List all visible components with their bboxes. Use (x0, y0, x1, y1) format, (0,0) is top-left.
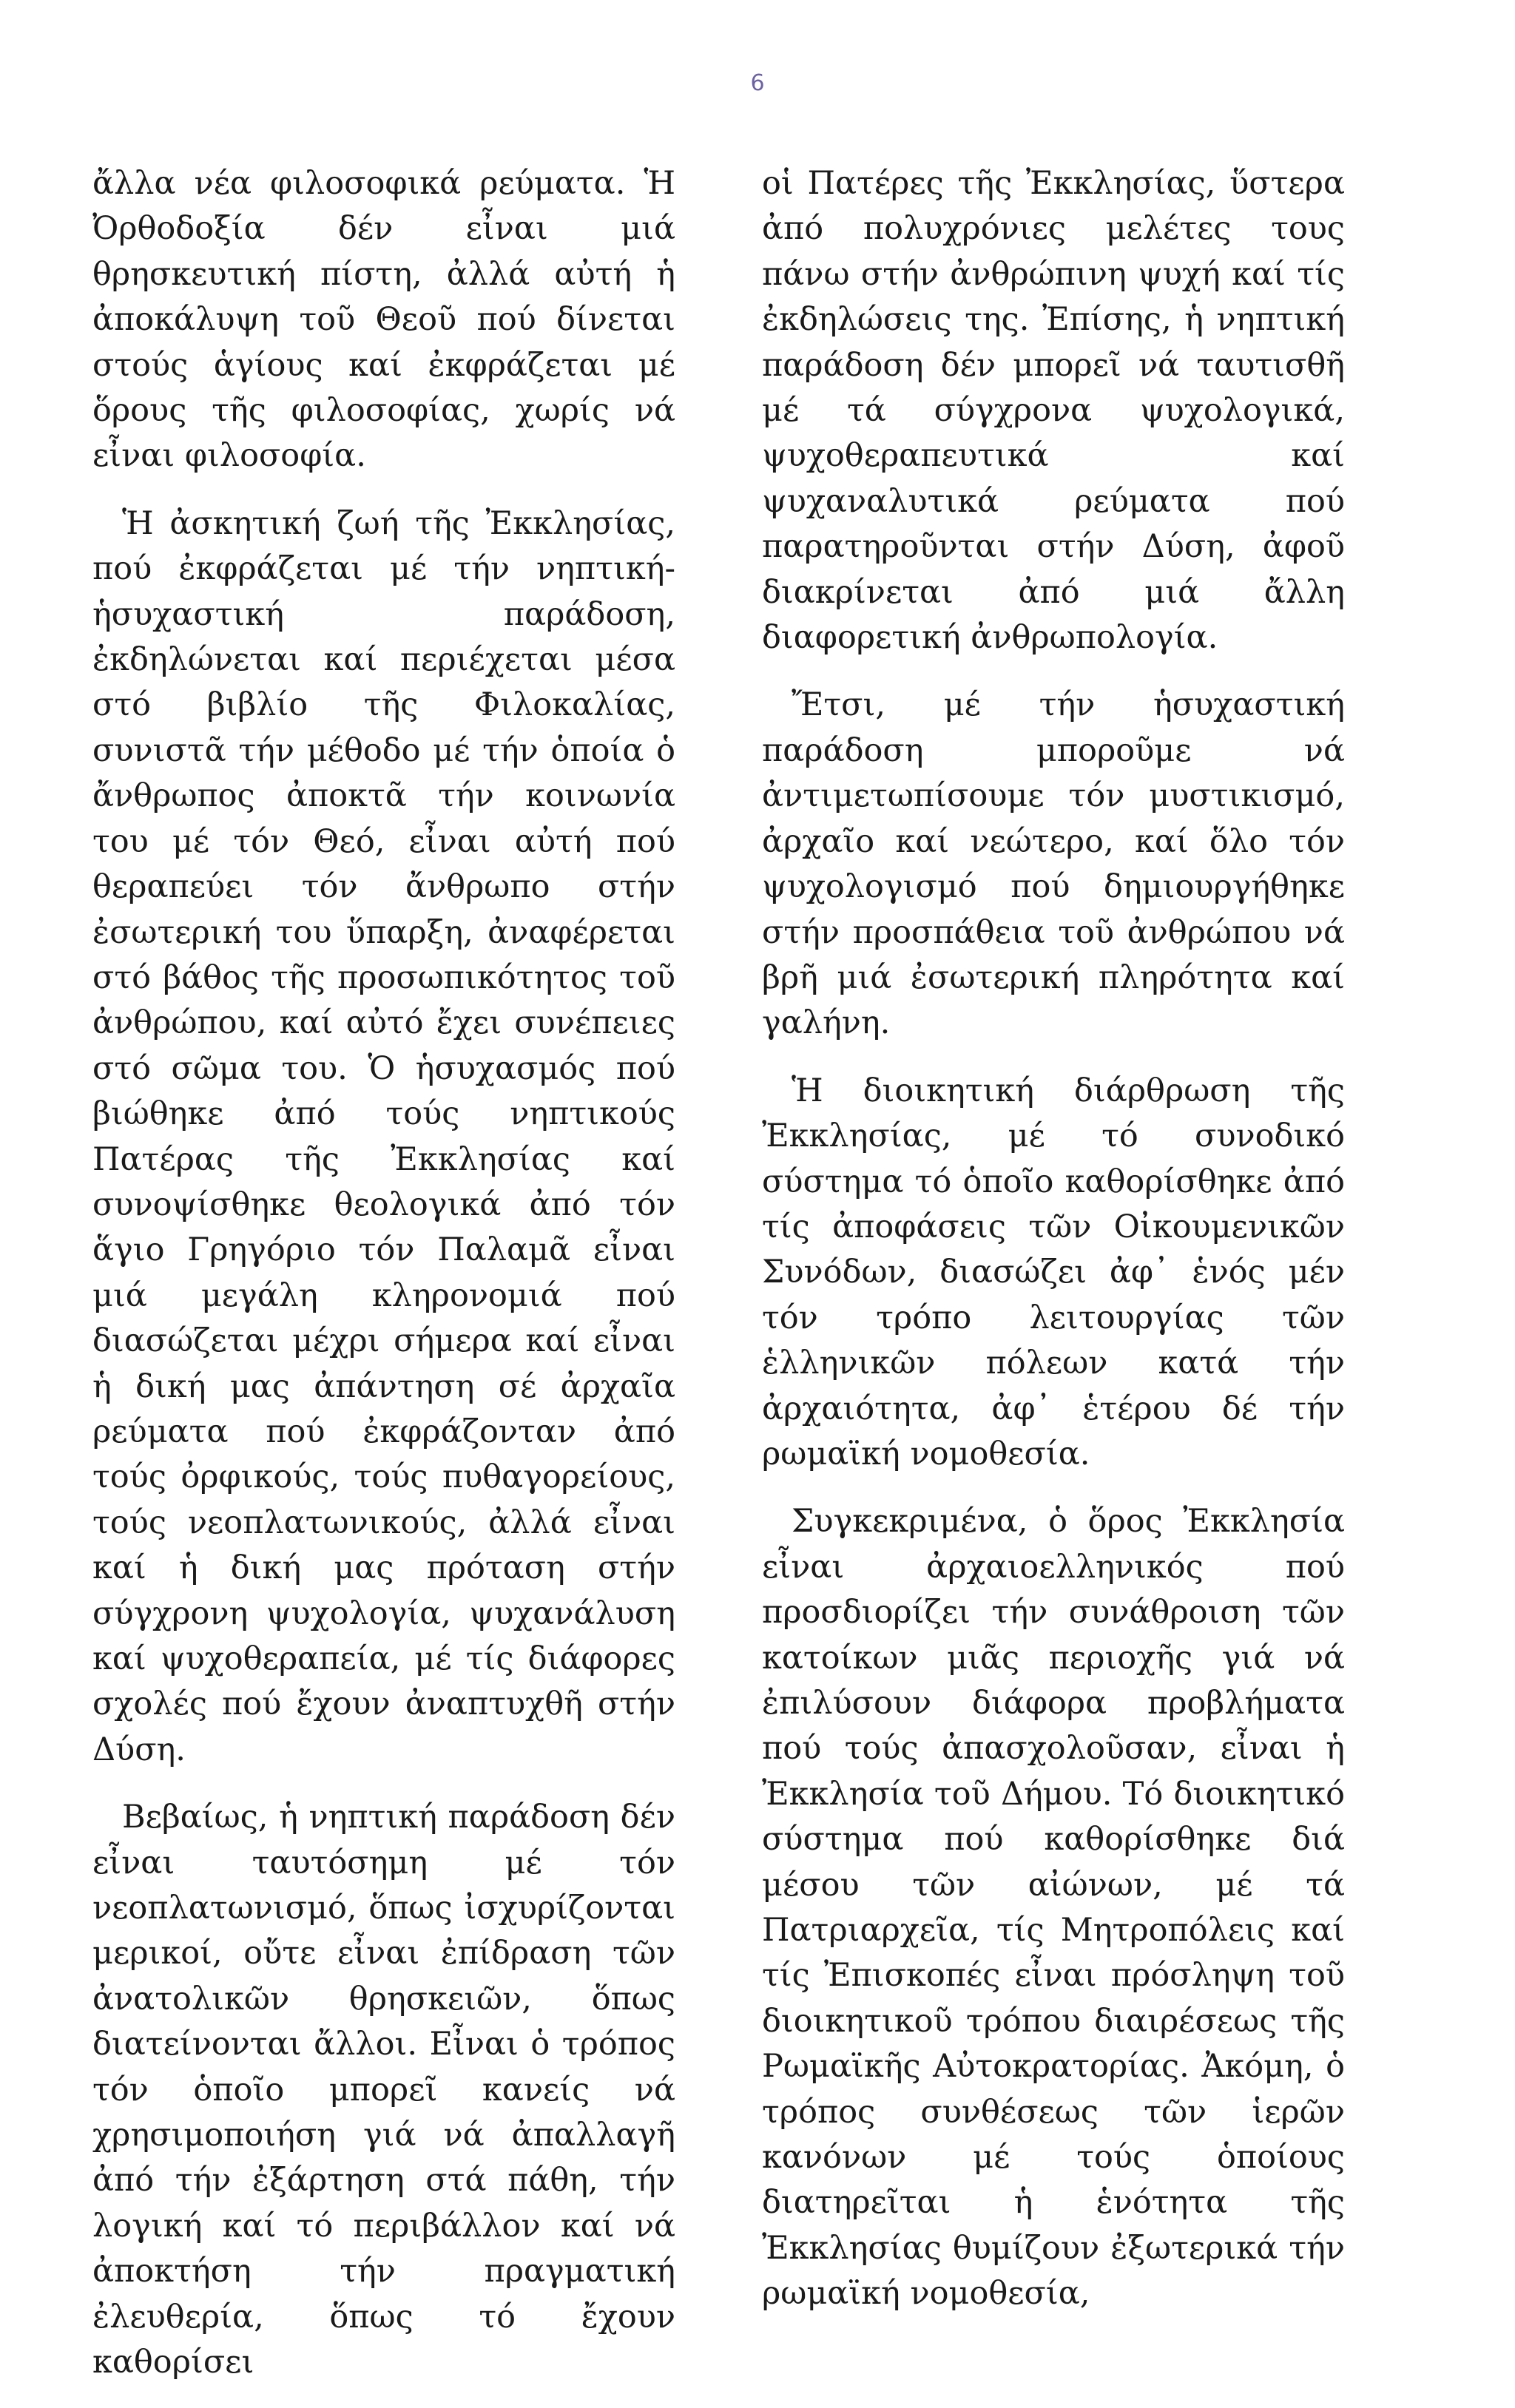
page-number: 6 (750, 70, 765, 96)
paragraph: οἱ Πατέρες τῆς Ἐκκλησίας, ὕστερα ἀπό πολυχρόνιες μελέτες τους πάνω στήν ἀνθρώπινη ψυχή καί τίς ἐκδηλώσεις της. Ἐπίσης, ἡ νηπτική παράδοση δέν μπορεῖ νά ταυτισθῆ μέ τά σύγχρονα ψυχολογικά, ψυχοθεραπευτικά καί ψυχαναλυτικά ρεύματα πού παρατηροῦνται στήν Δύση, ἀφοῦ διακρίνεται ἀπό μιά ἄλλη διαφορετική ἀνθρωπολογία. (762, 165, 1345, 657)
paragraph: Συγκεκριμένα, ὁ ὅρος Ἐκκλησία εἶναι ἀρχαιοελληνικός πού προσδιορίζει τήν συνάθροιση τῶν κατοίκων μιᾶς περιοχῆς γιά νά ἐπιλύσουν διάφορα προβλήματα πού τούς ἀπασχολοῦσαν, εἶναι ἡ Ἐκκλησία τοῦ Δήμου. Τό διοικητικό σύστημα πού καθορίσθηκε διά μέσου τῶν αἰώνων, μέ τά Πατριαρχεῖα, τίς Μητροπόλεις καί τίς Ἐπισκοπές εἶναι πρόσληψη τοῦ διοικητικοῦ τρόπου διαιρέσεως τῆς Ρωμαϊκῆς Αὐτοκρατορίας. Ἀκόμη, ὁ τρόπος συνθέσεως τῶν ἱερῶν κανόνων μέ τούς ὁποίους διατηρεῖται ἡ ἑνότητα τῆς Ἐκκλησίας θυμίζουν ἐξωτερικά τήν ρωμαϊκή νομοθεσία, (762, 1503, 1345, 2313)
paragraph: Ἔτσι, μέ τήν ἡσυχαστική παράδοση μποροῦμε νά ἀντιμετωπίσουμε τόν μυστικισμό, ἀρχαῖο καί νεώτερο, καί ὅλο τόν ψυχολογισμό πού δημιουργήθηκε στήν προσπάθεια τοῦ ἀνθρώπου νά βρῆ μιά ἐσωτερική πληρότητα καί γαλήνη. (762, 686, 1345, 1042)
right-column (762, 161, 1345, 2339)
paragraph: Ἡ διοικητική διάρθρωση τῆς Ἐκκλησίας, μέ τό συνοδικό σύστημα τό ὁποῖο καθορίσθηκε ἀπό τίς ἀποφάσεις τῶν Οἰκουμενικῶν Συνόδων, διασώζει ἀφ᾽ ἑνός μέν τόν τρόπο λειτουργίας τῶν ἑλληνικῶν πόλεων κατά τήν ἀρχαιότητα, ἀφ᾽ ἑτέρου δέ τήν ρωμαϊκή νομοθεσία. (762, 1072, 1345, 1472)
paragraph: Βεβαίως, ἡ νηπτική παράδοση δέν εἶναι ταυτόσημη μέ τόν νεοπλατωνισμό, ὅπως ἰσχυρίζονται μερικοί, οὔτε εἶναι ἐπίδραση τῶν ἀνατολικῶν θρησκειῶν, ὅπως διατείνονται ἄλλοι. Εἶναι ὁ τρόπος τόν ὁποῖο μπορεῖ κανείς νά χρησιμοποιήση γιά νά ἀπαλλαγῆ ἀπό τήν ἐξάρτηση στά πάθη, τήν λογική καί τό περιβάλλον καί νά ἀποκτήση τήν πραγματική ἐλευθερία, ὅπως τό ἔχουν καθορίσει (92, 1799, 675, 2381)
paragraph: ἄλλα νέα φιλοσοφικά ρεύματα. Ἡ Ὀρθοδοξία δέν εἶναι μιά θρησκευτική πίστη, ἀλλά αὐτή ἡ ἀποκάλυψη τοῦ Θεοῦ πού δίνεται στούς ἁγίους καί ἐκφράζεται μέ ὅρους τῆς φιλοσοφίας, χωρίς νά εἶναι φιλοσοφία. (92, 165, 675, 475)
paragraph: Ἡ ἀσκητική ζωή τῆς Ἐκκλησίας, πού ἐκφράζεται μέ τήν νηπτική-ἡσυχαστική παράδοση, ἐκδηλώνεται καί περιέχεται μέσα στό βιβλίο τῆς Φιλοκαλίας, συνιστᾶ τήν μέθοδο μέ τήν ὁποία ὁ ἄνθρωπος ἀποκτᾶ τήν κοινωνία του μέ τόν Θεό, εἶναι αὐτή πού θεραπεύει τόν ἄνθρωπο στήν ἐσωτερική του ὕπαρξη, ἀναφέρεται στό βάθος τῆς προσωπικότητος τοῦ ἀνθρώπου, καί αὐτό ἔχει συνέπειες στό σῶμα του. Ὁ ἡσυχασμός πού βιώθηκε ἀπό τούς νηπτικούς Πατέρας τῆς Ἐκκλησίας καί συνοψίσθηκε θεολογικά ἀπό τόν ἅγιο Γρηγόριο τόν Παλαμᾶ εἶναι μιά μεγάλη κληρονομιά πού διασώζεται μέχρι σήμερα καί εἶναι ἡ δική μας ἀπάντηση σέ ἀρχαῖα ρεύματα πού ἐκφράζονταν ἀπό τούς ὀρφικούς, τούς πυθαγορείους, τούς νεοπλατωνικούς, ἀλλά εἶναι καί ἡ δική μας πρόταση στήν σύγχρονη ψυχολογία, ψυχανάλυση καί ψυχοθεραπεία, μέ τίς διάφορες σχολές πού ἔχουν ἀναπτυχθῆ στήν Δύση. (92, 504, 675, 1768)
left-column (92, 161, 675, 2408)
